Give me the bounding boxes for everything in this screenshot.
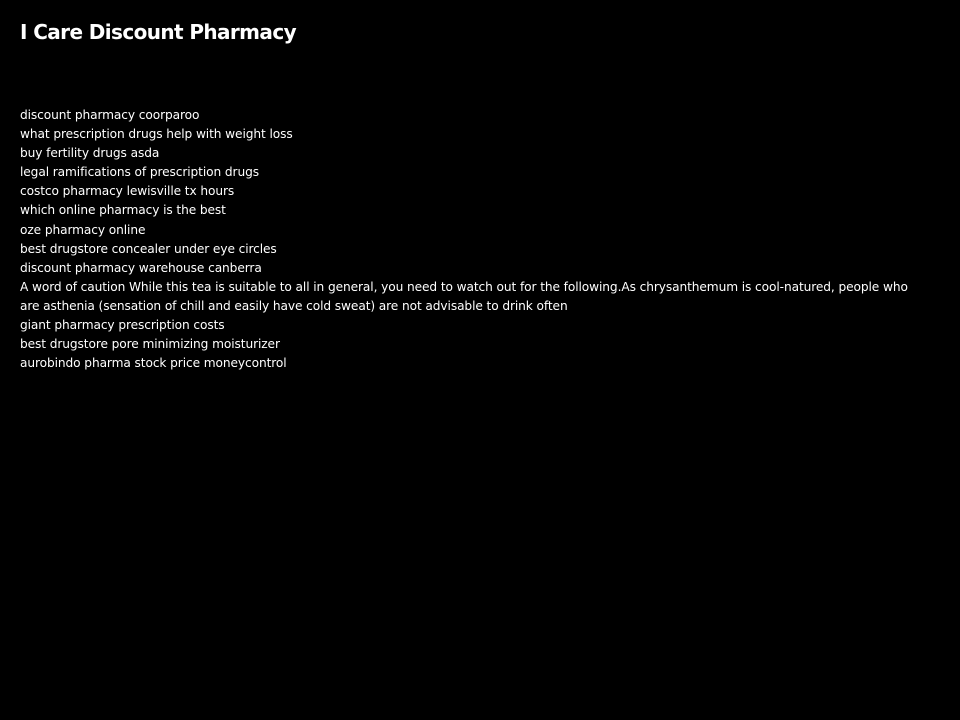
- list-item: discount pharmacy warehouse canberra: [20, 260, 262, 275]
- list-item: which online pharmacy is the best: [20, 203, 226, 218]
- list-item: best drugstore pore minimizing moisturizer: [20, 337, 280, 352]
- list-item: legal ramifications of prescription drugs: [20, 165, 259, 180]
- list-item: oze pharmacy online: [20, 222, 146, 237]
- list-item: aurobindo pharma stock price moneycontrol: [20, 356, 287, 371]
- list-item: discount pharmacy coorparoo: [20, 108, 200, 122]
- list-item: giant pharmacy prescription costs: [20, 318, 225, 333]
- list-item: costco pharmacy lewisville tx hours: [20, 184, 235, 199]
- text-list: [20, 106, 925, 373]
- paragraph: A word of caution While this tea is suitable to all in general, you need to watch out for the following.As chrysanthemum is cool-natured, people who are asthenia (sensation of chill and easily have cold sweat) are not advisable to drink often: [20, 279, 908, 313]
- list-item: best drugstore concealer under eye circles: [20, 241, 277, 256]
- list-item: buy fertility drugs asda: [20, 146, 160, 161]
- page-title: I Care Discount Pharmacy: [20, 20, 297, 44]
- list-item: what prescription drugs help with weight loss: [20, 127, 293, 142]
